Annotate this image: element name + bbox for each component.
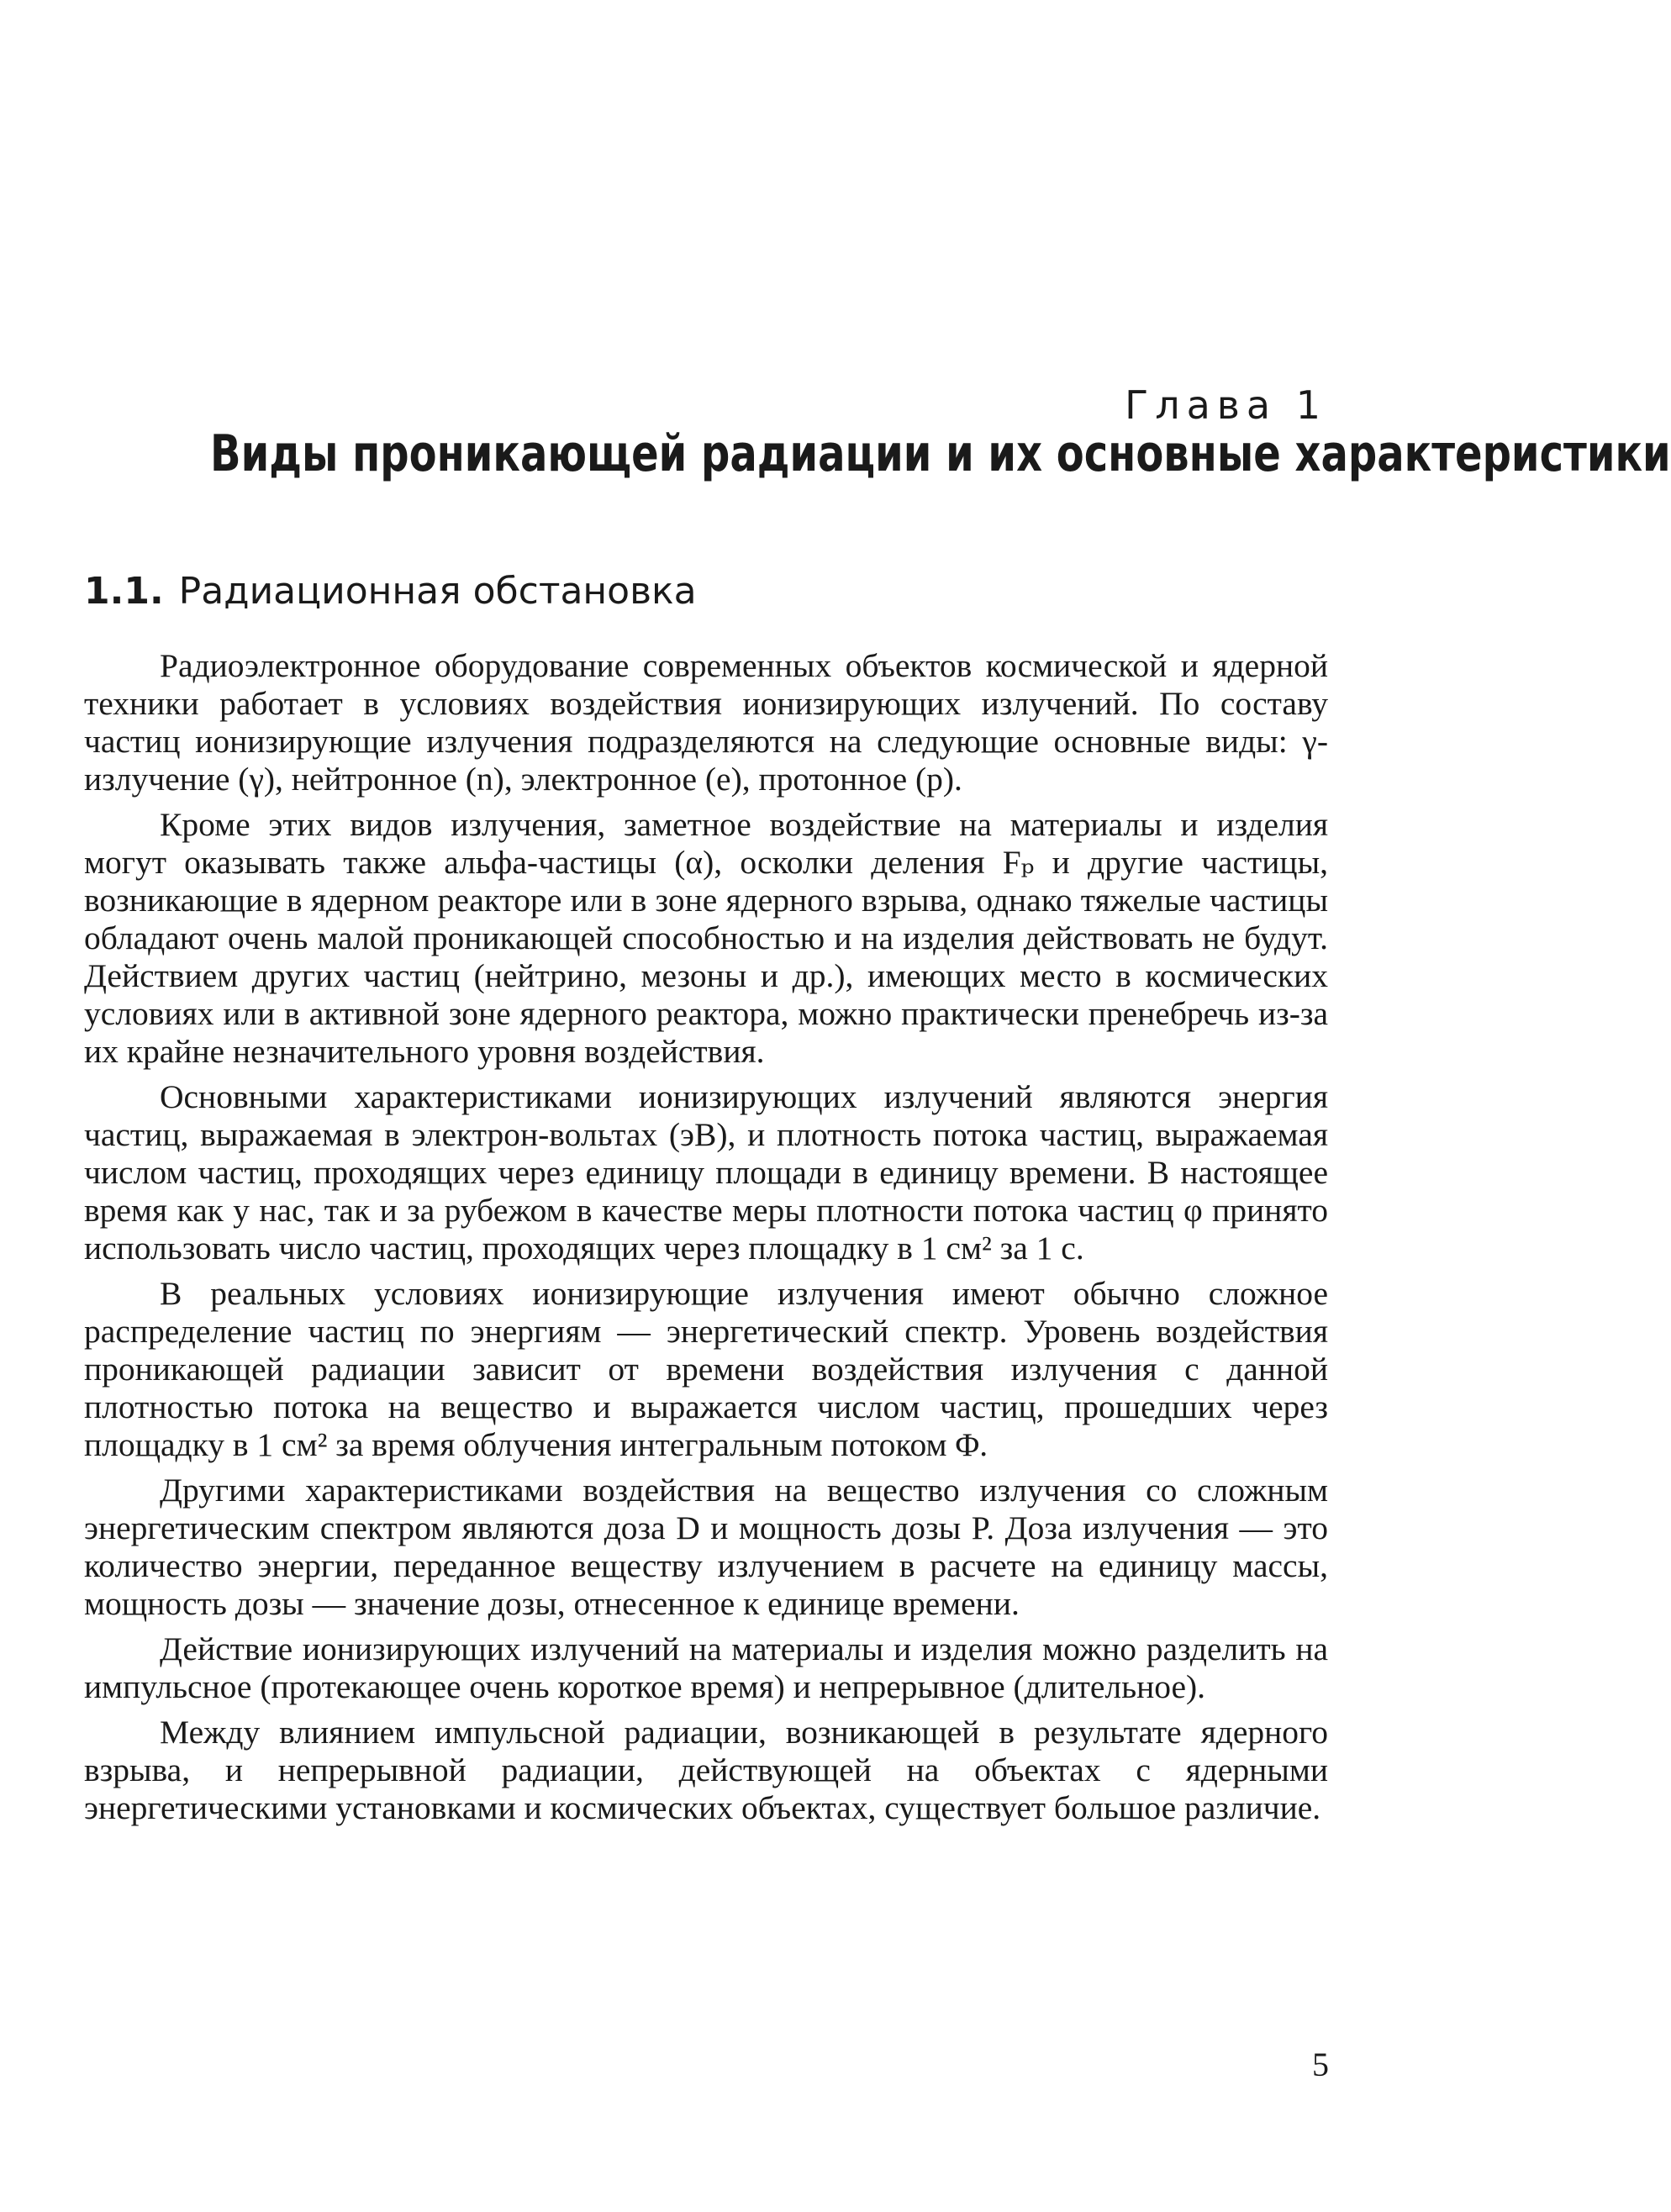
paragraph: Кроме этих видов излучения, заметное воздействие на материалы и изделия могут оказывать также альфа-частицы (α), осколки деления Fₚ и другие частицы, возникающие в ядерном реакторе или в зоне ядерного взрыва, однако тяжелые частицы обладают очень малой проникающей способностью и на изделия действовать не будут. Действием других частиц (нейтрино, мезоны и др.), имеющих место в космических условиях или в активной зоне ядерного реактора, можно практически пренебречь из-за их крайне незначительного уровня воздействия. (84, 806, 1328, 1070)
paragraph: Другими характеристиками воздействия на вещество излучения со сложным энергетическим спектром являются доза D и мощность дозы P. Доза излучения — это количество энергии, переданное веществу излучением в расчете на единицу массы, мощность дозы — значение дозы, отнесенное к единице времени. (84, 1472, 1328, 1622)
paragraph: Между влиянием импульсной радиации, возникающей в результате ядерного взрыва, и непрерывной радиации, действующей на объектах с ядерными энергетическими установками и космических объектах, существует большое различие. (84, 1714, 1328, 1826)
paragraph: Радиоэлектронное оборудование современных объектов космической и ядерной техники работает в условиях воздействия ионизирующих излучений. По составу частиц ионизирующие излучения подразделяются на следующие основные виды: γ-излучение (γ), нейтронное (n), электронное (e), протонное (p). (84, 647, 1328, 798)
section-heading (84, 570, 697, 613)
paragraph: В реальных условиях ионизирующие излучения имеют обычно сложное распределение частиц по энергиям — энергетический спектр. Уровень воздействия проникающей радиации зависит от времени воздействия излучения с данной плотностью потока на вещество и выражается числом частиц, прошедших через площадку в 1 см² за время облучения интегральным потоком Φ. (84, 1275, 1328, 1463)
body-text (84, 647, 1328, 1835)
paragraph: Основными характеристиками ионизирующих излучений являются энергия частиц, выражаемая в электрон-вольтах (эВ), и плотность потока частиц, выражаемая числом частиц, проходящих через единицу площади в единицу времени. В настоящее время как у нас, так и за рубежом в качестве меры плотности потока частиц φ принято использовать число частиц, проходящих через площадку в 1 см² за 1 с. (84, 1078, 1328, 1267)
paragraph: Действие ионизирующих излучений на материалы и изделия можно разделить на импульсное (протекающее очень короткое время) и непрерывное (длительное). (84, 1630, 1328, 1705)
chapter-title: Виды проникающей радиации и их основные характеристики (210, 424, 1671, 483)
section-title: Радиационная обстановка (178, 570, 697, 613)
page-number: 5 (1312, 2046, 1329, 2083)
chapter-label: Глава 1 (1125, 382, 1327, 428)
section-number: 1.1. (84, 570, 164, 613)
